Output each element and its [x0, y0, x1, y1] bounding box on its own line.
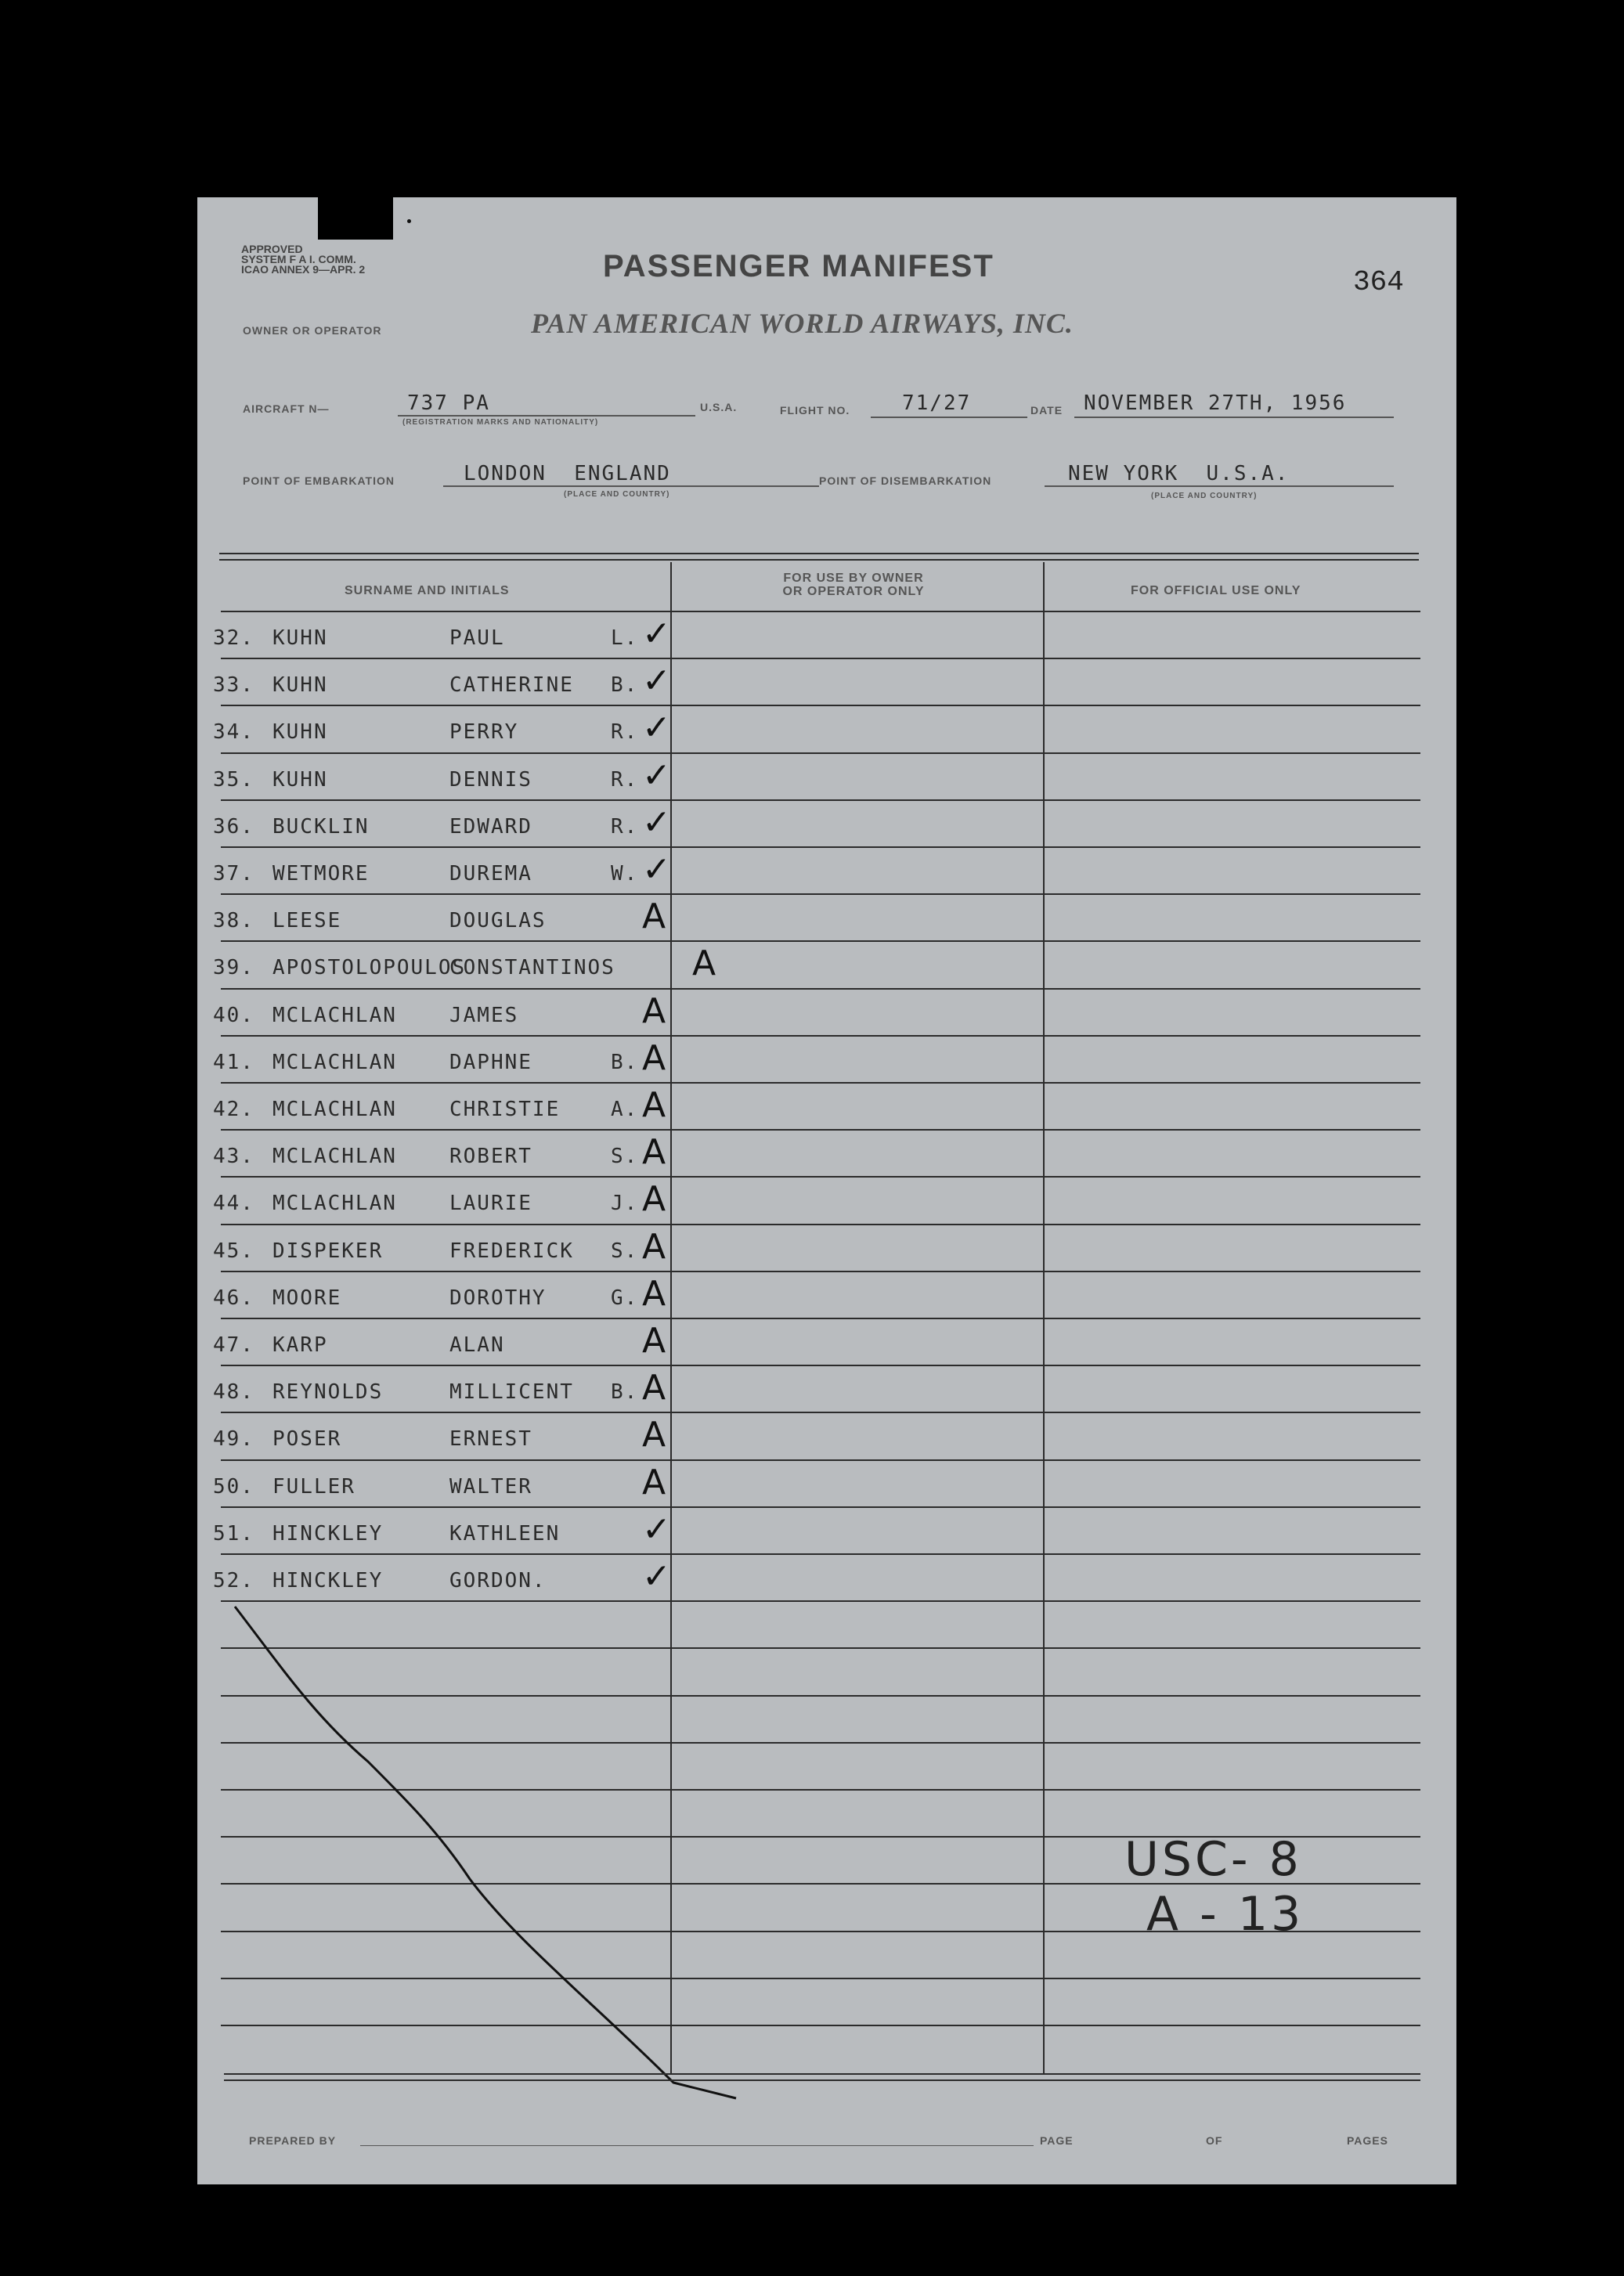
passenger-given-name: GORDON. [449, 1569, 547, 1592]
passenger-given-name: KATHLEEN [449, 1522, 561, 1546]
passenger-surname: POSER [272, 1427, 342, 1451]
flight-value: 71/27 [902, 391, 972, 415]
passenger-number: 38. [213, 909, 254, 932]
passenger-number: 43. [213, 1145, 254, 1168]
passenger-initial: L. [611, 626, 639, 650]
passenger-surname: MOORE [272, 1286, 342, 1310]
passenger-given-name: DAPHNE [449, 1051, 532, 1074]
passenger-surname: MCLACHLAN [272, 1051, 397, 1074]
passenger-given-name: JAMES [449, 1004, 519, 1027]
passenger-surname: KUHN [272, 720, 328, 744]
passenger-given-name: ALAN [449, 1333, 505, 1357]
passenger-number: 37. [213, 862, 254, 886]
passenger-surname: KARP [272, 1333, 328, 1357]
disembarkation-note: (PLACE AND COUNTRY) [1151, 492, 1258, 500]
page-label: PAGE [1040, 2134, 1074, 2147]
check-mark: A [692, 943, 718, 983]
passenger-surname: KUHN [272, 626, 328, 650]
table-bottom-rule [224, 2073, 1420, 2075]
passenger-number: 49. [213, 1427, 254, 1451]
check-mark: A [642, 1038, 668, 1078]
official-use-column-header: FOR OFFICIAL USE ONLY [1131, 584, 1301, 597]
passenger-given-name: LAURIE [449, 1192, 532, 1215]
usa-label: U.S.A. [700, 401, 738, 413]
check-mark: A [642, 991, 668, 1031]
passenger-initial: J. [611, 1192, 639, 1215]
passenger-initial: R. [611, 720, 639, 744]
date-value: NOVEMBER 27TH, 1956 [1084, 391, 1347, 415]
passenger-surname: HINCKLEY [272, 1569, 384, 1592]
company-name: PAN AMERICAN WORLD AIRWAYS, INC. [531, 308, 1074, 339]
check-mark: ✓ [642, 1556, 673, 1596]
check-mark: A [642, 1415, 668, 1455]
passenger-initial: R. [611, 768, 639, 792]
passenger-surname: LEESE [272, 909, 342, 932]
passenger-initial: B. [611, 1051, 639, 1074]
passenger-given-name: MILLICENT [449, 1380, 574, 1404]
disembarkation-label: POINT OF DISEMBARKATION [819, 474, 992, 487]
passenger-given-name: DOUGLAS [449, 909, 547, 932]
passenger-surname: MCLACHLAN [272, 1004, 397, 1027]
date-label: DATE [1030, 404, 1063, 417]
passenger-given-name: ERNEST [449, 1427, 532, 1451]
check-mark: ✓ [642, 708, 673, 748]
passenger-number: 36. [213, 815, 254, 839]
passenger-number: 33. [213, 673, 254, 697]
passenger-initial: A. [611, 1098, 639, 1121]
passenger-surname: APOSTOLOPOULOS [272, 956, 467, 979]
passenger-given-name: WALTER [449, 1475, 532, 1499]
check-mark: ✓ [642, 849, 673, 889]
passenger-given-name: DENNIS [449, 768, 532, 792]
aircraft-note: (REGISTRATION MARKS AND NATIONALITY) [402, 418, 599, 427]
passenger-number: 32. [213, 626, 254, 650]
owner-label: OWNER OR OPERATOR [243, 324, 382, 337]
passenger-surname: MCLACHLAN [272, 1192, 397, 1215]
passenger-number: 46. [213, 1286, 254, 1310]
handwritten-note-usc: USC- 8 [1124, 1832, 1302, 1887]
passenger-surname: REYNOLDS [272, 1380, 384, 1404]
passenger-surname: KUHN [272, 673, 328, 697]
passenger-number: 48. [213, 1380, 254, 1404]
page-number: 364 [1353, 266, 1404, 298]
embarkation-label: POINT OF EMBARKATION [243, 474, 395, 487]
check-mark: A [642, 896, 668, 936]
approval-line-3: ICAO ANNEX 9—APR. 2 [241, 263, 366, 276]
passenger-number: 35. [213, 768, 254, 792]
passenger-given-name: PERRY [449, 720, 519, 744]
surname-column-header: SURNAME AND INITIALS [345, 584, 510, 597]
passenger-surname: WETMORE [272, 862, 370, 886]
check-mark: A [642, 1321, 668, 1361]
passenger-given-name: CONSTANTINOS [449, 956, 615, 979]
passenger-number: 47. [213, 1333, 254, 1357]
flight-label: FLIGHT NO. [780, 404, 850, 417]
page-title: PASSENGER MANIFEST [603, 249, 994, 283]
passenger-number: 40. [213, 1004, 254, 1027]
passenger-initial: S. [611, 1145, 639, 1168]
passenger-given-name: EDWARD [449, 815, 532, 839]
check-mark: ✓ [642, 1510, 673, 1549]
check-mark: ✓ [642, 661, 673, 701]
passenger-number: 51. [213, 1522, 254, 1546]
passenger-number: 34. [213, 720, 254, 744]
passenger-given-name: PAUL [449, 626, 505, 650]
passenger-initial: R. [611, 815, 639, 839]
passenger-surname: HINCKLEY [272, 1522, 384, 1546]
approval-line-2: SYSTEM F A I. COMM. [241, 253, 356, 265]
check-mark: A [642, 1085, 668, 1125]
check-mark: A [642, 1132, 668, 1172]
passenger-given-name: ROBERT [449, 1145, 532, 1168]
check-mark: A [642, 1179, 668, 1219]
passenger-surname: DISPEKER [272, 1239, 384, 1263]
passenger-surname: MCLACHLAN [272, 1098, 397, 1121]
check-mark: A [642, 1463, 668, 1502]
check-mark: ✓ [642, 614, 673, 654]
passenger-initial: W. [611, 862, 639, 886]
passenger-surname: MCLACHLAN [272, 1145, 397, 1168]
check-mark: ✓ [642, 803, 673, 842]
passenger-number: 42. [213, 1098, 254, 1121]
passenger-number: 52. [213, 1569, 254, 1592]
passenger-surname: BUCKLIN [272, 815, 370, 839]
prepared-by-line [360, 2145, 1034, 2146]
check-mark: A [642, 1274, 668, 1314]
owner-use-header-line-2: OR OPERATOR ONLY [782, 585, 925, 598]
passenger-number: 39. [213, 956, 254, 979]
embarkation-note: (PLACE AND COUNTRY) [564, 490, 670, 499]
check-mark: A [642, 1368, 668, 1408]
passenger-given-name: DUREMA [449, 862, 532, 886]
handwritten-note-a: A - 13 [1146, 1887, 1305, 1942]
aircraft-label: AIRCRAFT N— [243, 402, 330, 415]
passenger-initial: S. [611, 1239, 639, 1263]
passenger-initial: G. [611, 1286, 639, 1310]
passenger-initial: B. [611, 673, 639, 697]
passenger-initial: B. [611, 1380, 639, 1404]
passenger-surname: KUHN [272, 768, 328, 792]
approval-line-1: APPROVED [241, 243, 303, 255]
prepared-by-label: PREPARED BY [249, 2134, 337, 2147]
passenger-number: 45. [213, 1239, 254, 1263]
of-label: OF [1206, 2134, 1223, 2147]
table-bottom-rule-2 [224, 2079, 1420, 2081]
passenger-given-name: FREDERICK [449, 1239, 574, 1263]
pages-label: PAGES [1347, 2134, 1388, 2147]
check-mark: ✓ [642, 756, 673, 795]
passenger-number: 41. [213, 1051, 254, 1074]
disembarkation-value: NEW YORK U.S.A. [1068, 462, 1290, 485]
passenger-number: 44. [213, 1192, 254, 1215]
passenger-given-name: DOROTHY [449, 1286, 547, 1310]
embarkation-value: LONDON ENGLAND [464, 462, 671, 485]
check-mark: A [642, 1227, 668, 1267]
passenger-surname: FULLER [272, 1475, 355, 1499]
passenger-given-name: CATHERINE [449, 673, 574, 697]
passenger-given-name: CHRISTIE [449, 1098, 561, 1121]
aircraft-value: 737 PA [407, 391, 490, 415]
passenger-number: 50. [213, 1475, 254, 1499]
owner-use-header-line-1: FOR USE BY OWNER [783, 572, 924, 585]
